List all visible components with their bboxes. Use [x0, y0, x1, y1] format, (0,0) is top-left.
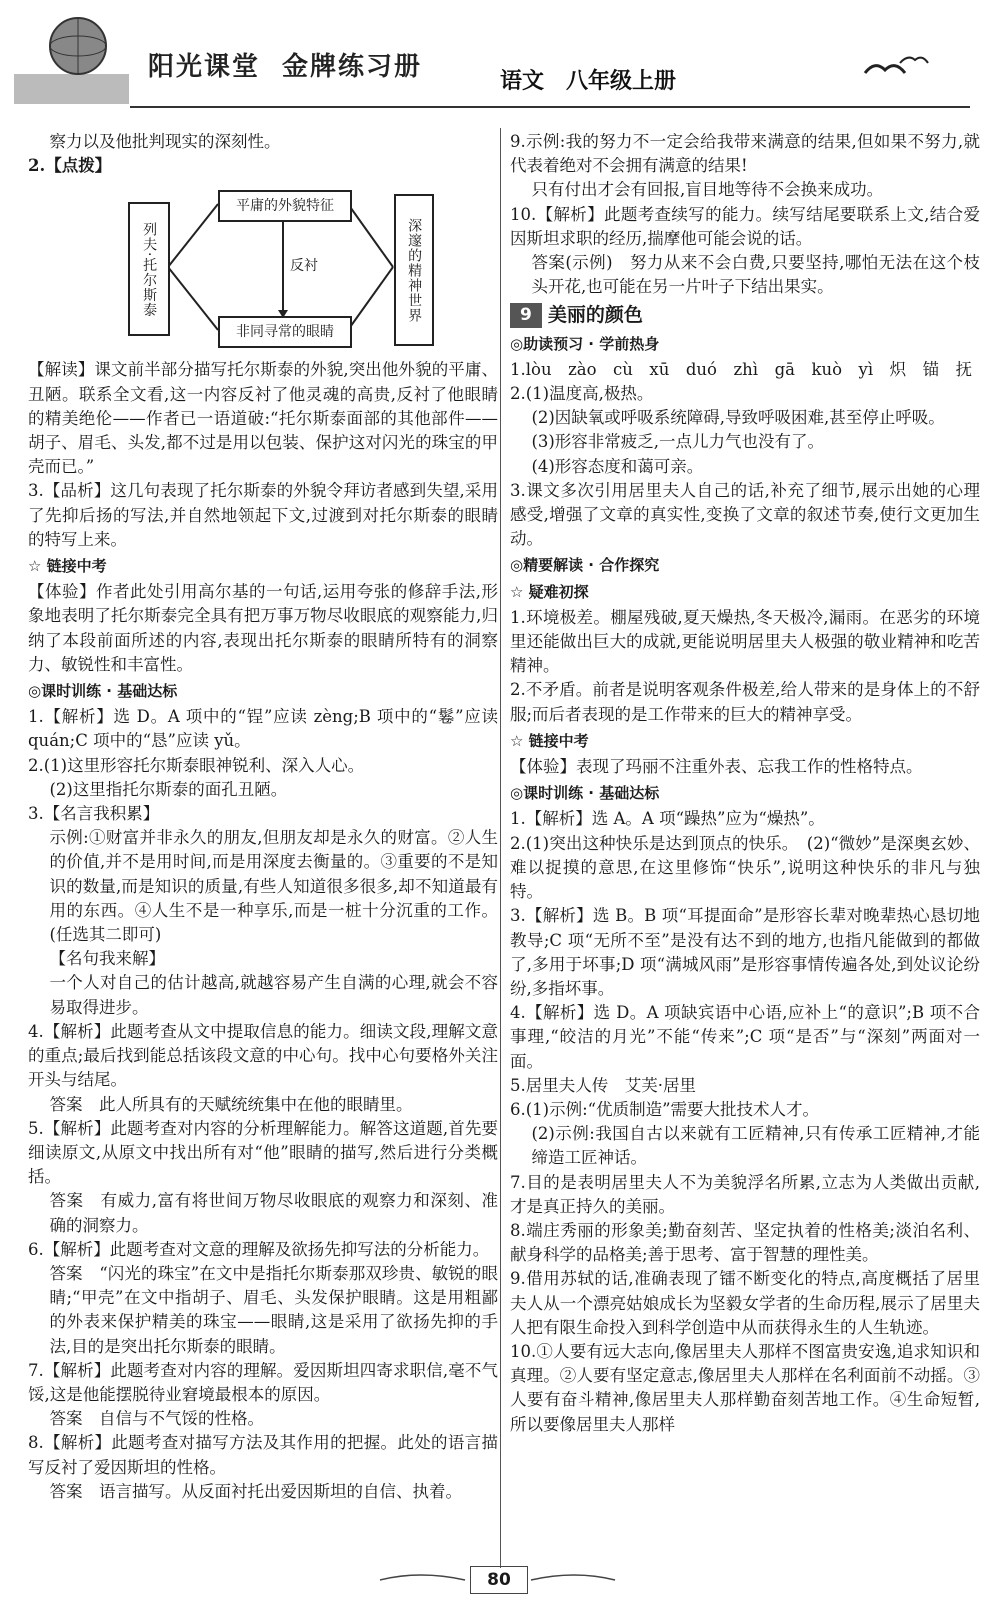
page-number: 80: [470, 1566, 528, 1594]
right-column: [510, 130, 980, 1437]
answer-paragraph: 2.【点拨】: [28, 156, 112, 176]
answer-paragraph: 1.lòu zào cù xū duó zhì gā kuò yì 炽 锚 抚: [510, 359, 973, 379]
answer-paragraph: (3)形容非常疲乏,一点儿力气也没有了。: [531, 432, 825, 452]
subject-grade: 语文 八年级上册: [500, 69, 677, 94]
answer-paragraph: 答案 “闪光的珠宝”在文中是指托尔斯泰那双珍贵、敏锐的眼睛;“甲壳”在文中指胡子、眉毛、头发保护眼睛。这是用粗鄙的外表来保护精美的珠宝——眼睛,这是采用了欲扬先抑的手法,目的是突出托尔斯泰的眼睛。: [49, 1263, 498, 1356]
structure-diagram: [28, 182, 498, 352]
answer-paragraph: 答案 此人所具有的天赋统统集中在他的眼睛里。: [49, 1094, 413, 1114]
lesson-title: 美丽的颜色: [547, 304, 643, 327]
section-heading: ☆ 链接中考: [510, 731, 589, 750]
answer-paragraph: 3.【解析】选 B。B 项“耳提面命”是形容长辈对晚辈热心恳切地教导;C 项“无所不至”是没有达不到的地方,也指凡能做到的都做了,多用于坏事;D 项“满城风雨”是形容事情传遍各处,到处议论纷纷,多指坏事。: [510, 906, 980, 998]
answer-paragraph: 2.(1)突出这种快乐是达到顶点的快乐。 (2)“微妙”是深奥玄妙、难以捉摸的意思,在这里修饰“快乐”,说明这种快乐的非凡与独特。: [510, 833, 980, 902]
diagram-top-box: 平庸的外貌特征: [218, 190, 352, 222]
page-footer: [0, 1560, 996, 1600]
section-heading: ◎助读预习 · 学前热身: [510, 334, 660, 353]
answer-paragraph: 10.【解析】此题考查续写的能力。续写结尾要联系上文,结合爱因斯坦求职的经历,揣摩他可能会说的话。: [510, 204, 980, 248]
lesson-number: 9: [510, 303, 542, 327]
page-header: [0, 0, 996, 120]
answer-paragraph: 答案 自信与不气馁的性格。: [49, 1409, 264, 1429]
left-column: [28, 130, 498, 1504]
answer-paragraph: 4.【解析】此题考查从文中提取信息的能力。细读文段,理解文意的重点;最后找到能总括该段文意的中心句。找中心句要格外关注开头与结尾。: [28, 1021, 498, 1090]
answer-paragraph: 察力以及他批判现实的深刻性。: [49, 132, 281, 151]
diagram-middle-label: 反衬: [290, 258, 318, 275]
answer-paragraph: 1.【解析】选 D。A 项中的“锃”应读 zèng;B 项中的“鬈”应读 quán;C 项中的“恳”应读 yǔ。: [28, 707, 498, 751]
answer-paragraph: 9.借用苏轼的话,准确表现了镭不断变化的特点,高度概括了居里夫人从一个漂亮姑娘成长为坚毅女学者的生命历程,展示了居里夫人把有限生命投入到科学创造中从而获得永生的人生轨迹。: [510, 1269, 980, 1337]
answer-paragraph: 【体验】作者此处引用高尔基的一句话,运用夸张的修辞手法,形象地表明了托尔斯泰完全具有把万事万物尽收眼底的观察能力,归纳了本段前面所述的内容,表现出托尔斯泰的眼睛所特有的洞察力、敏锐性和丰富性。: [28, 582, 498, 674]
answer-paragraph: 10.①人要有远大志向,像居里夫人那样不图富贵安逸,追求知识和真理。②人要有坚定意志,像居里夫人那样在名利面前不动摇。③人要有奋斗精神,像居里夫人那样勤奋刻苦地工作。④生命短暂,所以要像居里夫人那样: [510, 1341, 980, 1434]
answer-paragraph: 【体验】表现了玛丽不注重外表、忘我工作的性格特点。: [510, 757, 923, 777]
answer-paragraph: 3.【品析】这几句表现了托尔斯泰的外貌令拜访者感到失望,采用了先抑后扬的写法,并自然地领起下文,过渡到对托尔斯泰的眼睛的特写上来。: [28, 481, 498, 549]
answer-paragraph: 8.【解析】此题考查对描写方法及其作用的把握。此处的语言描写反衬了爱因斯坦的性格。: [28, 1433, 498, 1477]
answer-paragraph: 7.【解析】此题考查对内容的理解。爱因斯坦四寄求职信,毫不气馁,这是他能摆脱待业窘境最根本的原因。: [28, 1360, 498, 1404]
section-heading: ◎课时训练 · 基础达标: [28, 682, 178, 701]
book-title: 阳光课堂 金牌练习册: [148, 52, 423, 82]
answer-paragraph: 示例:①财富并非永久的朋友,但朋友却是永久的财富。②人生的价值,并不是用时间,而是用深度去衡量的。③重要的不是知识的数量,而是知识的质量,有些人知道很多很多,却不知道最有用的东西。④人生不是一种享乐,而是一桩十分沉重的工作。(任选其二即可): [49, 828, 498, 945]
answer-paragraph: 答案(示例) 努力从来不会白费,只要坚持,哪怕无法在这个枝头开花,也可能在另一片叶子下结出果实。: [531, 253, 980, 297]
birds-icon: [860, 48, 930, 88]
diagram-bottom-box: 非同寻常的眼睛: [218, 316, 352, 348]
answer-paragraph: 3.课文多次引用居里夫人自己的话,补充了细节,展示出她的心理感受,增强了文章的真实性,变换了文章的叙述节奏,使行文更加生动。: [510, 480, 980, 549]
globe-logo-icon: [6, 4, 136, 114]
lesson-heading: [510, 303, 980, 327]
answer-paragraph: 1.环境极差。棚屋残破,夏天燥热,冬天极冷,漏雨。在恶劣的环境里还能做出巨大的成就,更能说明居里夫人极强的敬业精神和吃苦精神。: [510, 607, 980, 676]
diagram-right-box: 深邃的精神世界: [394, 194, 434, 346]
column-divider: [500, 128, 501, 1568]
answer-paragraph: 2.(1)这里形容托尔斯泰眼神锐利、深入人心。: [28, 755, 365, 775]
answer-paragraph: 【解读】课文前半部分描写托尔斯泰的外貌,突出他外貌的平庸、丑陋。联系全文看,这一内容反衬了他灵魂的高贵,反衬了他眼睛的精美绝伦——作者已一语道破:“托尔斯泰面部的其他部件——胡子、眉毛、头发,都不过是用以包装、保护这对闪光的珠宝的甲壳而已。”: [28, 360, 498, 477]
section-heading: ◎精要解读 · 合作探究: [510, 556, 660, 575]
answer-paragraph: 答案 有威力,富有将世间万物尽收眼底的观察力和深刻、准确的洞察力。: [49, 1191, 498, 1235]
answer-paragraph: 2.不矛盾。前者是说明客观条件极差,给人带来的是身体上的不舒服;而后者表现的是工作带来的巨大的精神享受。: [510, 680, 980, 724]
answer-paragraph: (4)形容态度和蔼可亲。: [531, 456, 704, 476]
answer-paragraph: 6.(1)示例:“优质制造”需要大批技术人才。: [510, 1099, 820, 1119]
answer-paragraph: 只有付出才会有回报,盲目地等待不会换来成功。: [531, 180, 884, 200]
diagram-left-box: 列夫·托尔斯泰: [128, 202, 170, 336]
section-heading: ☆ 疑难初探: [510, 582, 589, 601]
answer-paragraph: 6.【解析】此题考查对文意的理解及欲扬先抑写法的分析能力。: [28, 1239, 490, 1259]
answer-paragraph: 8.端庄秀丽的形象美;勤奋刻苦、坚定执着的性格美;淡泊名利、献身科学的品格美;善于思考、富于智慧的理性美。: [510, 1220, 980, 1265]
answer-paragraph: 2.(1)温度高,极热。: [510, 384, 654, 404]
answer-paragraph: 5.【解析】此题考查对内容的分析理解能力。解答这道题,首先要细读原文,从原文中找出所有对“他”眼睛的描写,然后进行分类概括。: [28, 1118, 498, 1187]
answer-paragraph: 5.居里夫人传 艾芙·居里: [510, 1075, 696, 1095]
answer-paragraph: 9.示例:我的努力不一定会给我带来满意的结果,但如果不努力,就代表着绝对不会拥有满意的结果!: [510, 132, 980, 176]
answer-paragraph: 7.目的是表明居里夫人不为美貌浮名所累,立志为人类做出贡献,才是真正持久的美丽。: [510, 1172, 980, 1216]
answer-paragraph: 【名句我来解】: [49, 949, 165, 969]
answer-paragraph: 4.【解析】选 D。A 项缺宾语中心语,应补上“的意识”;B 项不合事理,“皎洁的月光”不能“传来”;C 项“是否”与“深刻”两面对一面。: [510, 1003, 980, 1071]
answer-paragraph: 答案 语言描写。从反面衬托出爱因斯坦的自信、执着。: [49, 1481, 462, 1501]
answer-paragraph: (2)示例:我国自古以来就有工匠精神,只有传承工匠精神,才能缔造工匠神话。: [531, 1124, 980, 1168]
answer-paragraph: 一个人对自己的估计越高,就越容易产生自满的心理,就会不容易取得进步。: [49, 973, 498, 1017]
answer-paragraph: (2)这里指托尔斯泰的面孔丑陋。: [49, 779, 288, 799]
section-heading: ◎课时训练 · 基础达标: [510, 784, 660, 803]
section-heading: ☆ 链接中考: [28, 557, 107, 576]
answer-paragraph: (2)因缺氧或呼吸系统障碍,导致呼吸困难,甚至停止呼吸。: [531, 408, 945, 428]
answer-paragraph: 1.【解析】选 A。A 项“躁热”应为“燥热”。: [510, 809, 825, 829]
answer-paragraph: 3.【名言我积累】: [28, 804, 160, 824]
